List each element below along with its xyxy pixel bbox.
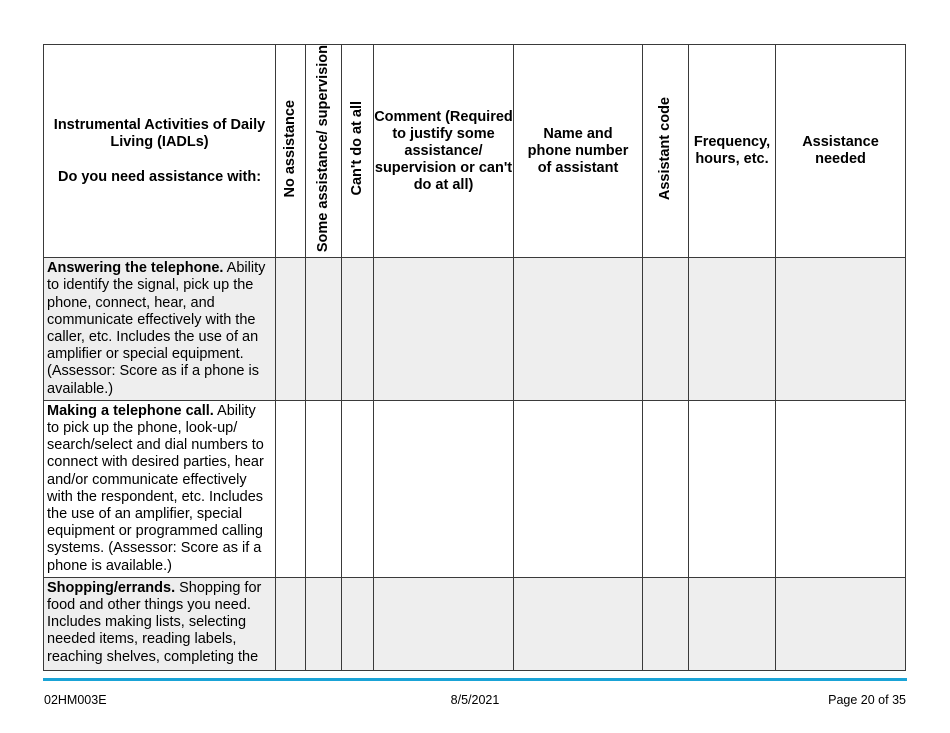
table-header-row [44, 45, 906, 258]
header-comment: Comment (Required to justify some assistance/ supervision or can't do at all) [374, 45, 514, 258]
cell-assistance-needed[interactable] [776, 258, 906, 401]
footer-form-code: 02HM003E [44, 693, 107, 707]
row-description: Answering the telephone. Ability to identify the signal, pick up the phone, connect, hear, and communicate effectively with the caller, etc. Includes the use of an amplifier or special equipment. (Assessor: Score as if a phone is available.) [44, 258, 276, 401]
cell-name-phone[interactable] [514, 400, 643, 577]
cell-no-assistance[interactable] [276, 400, 306, 577]
cell-no-assistance[interactable] [276, 258, 306, 401]
cell-assistant-code[interactable] [643, 400, 689, 577]
cell-some-assistance[interactable] [306, 400, 342, 577]
cell-assistant-code[interactable] [643, 577, 689, 670]
table-row [44, 577, 906, 670]
header-activity-title: Instrumental Activities of Daily Living (IADLs) [53, 116, 266, 150]
header-activity [44, 45, 276, 258]
cell-name-phone[interactable] [514, 258, 643, 401]
cell-some-assistance[interactable] [306, 577, 342, 670]
cell-frequency[interactable] [689, 577, 776, 670]
cell-assistant-code[interactable] [643, 258, 689, 401]
header-frequency: Frequency, hours, etc. [689, 45, 776, 258]
table-row [44, 258, 906, 401]
cell-comment[interactable] [374, 400, 514, 577]
cell-frequency[interactable] [689, 258, 776, 401]
header-activity-question: Do you need assistance with: [57, 168, 262, 185]
cell-assistance-needed[interactable] [776, 577, 906, 670]
header-cant-do: Can't do at all [342, 45, 374, 258]
footer-rule [43, 678, 907, 681]
header-some-assistance: Some assistance/ supervision [306, 45, 342, 258]
cell-cant-do[interactable] [342, 258, 374, 401]
footer-date: 8/5/2021 [450, 693, 500, 707]
cell-name-phone[interactable] [514, 577, 643, 670]
footer-page-number: Page 20 of 35 [828, 693, 906, 707]
cell-assistance-needed[interactable] [776, 400, 906, 577]
row-description: Shopping/errands. Shopping for food and other things you need. Includes making lists, selecting needed items, reading labels, reaching shelves, completing the [44, 577, 276, 670]
header-assistant-code: Assistant code [643, 45, 689, 258]
cell-cant-do[interactable] [342, 577, 374, 670]
header-no-assistance: No assistance [276, 45, 306, 258]
cell-some-assistance[interactable] [306, 258, 342, 401]
table-row [44, 400, 906, 577]
cell-comment[interactable] [374, 258, 514, 401]
iadl-table [43, 44, 906, 671]
cell-cant-do[interactable] [342, 400, 374, 577]
header-name-phone: Name and phone number of assistant [514, 45, 643, 258]
header-assistance-needed: Assistance needed [776, 45, 906, 258]
cell-no-assistance[interactable] [276, 577, 306, 670]
cell-comment[interactable] [374, 577, 514, 670]
row-description: Making a telephone call. Ability to pick up the phone, look-up/ search/select and dial numbers to connect with desired parties, hear and/or communicate effectively with the respondent, etc. Includes the use of an amplifier, special equipment or programmed calling systems. (Assessor: Score as if a phone is available.) [44, 400, 276, 577]
cell-frequency[interactable] [689, 400, 776, 577]
